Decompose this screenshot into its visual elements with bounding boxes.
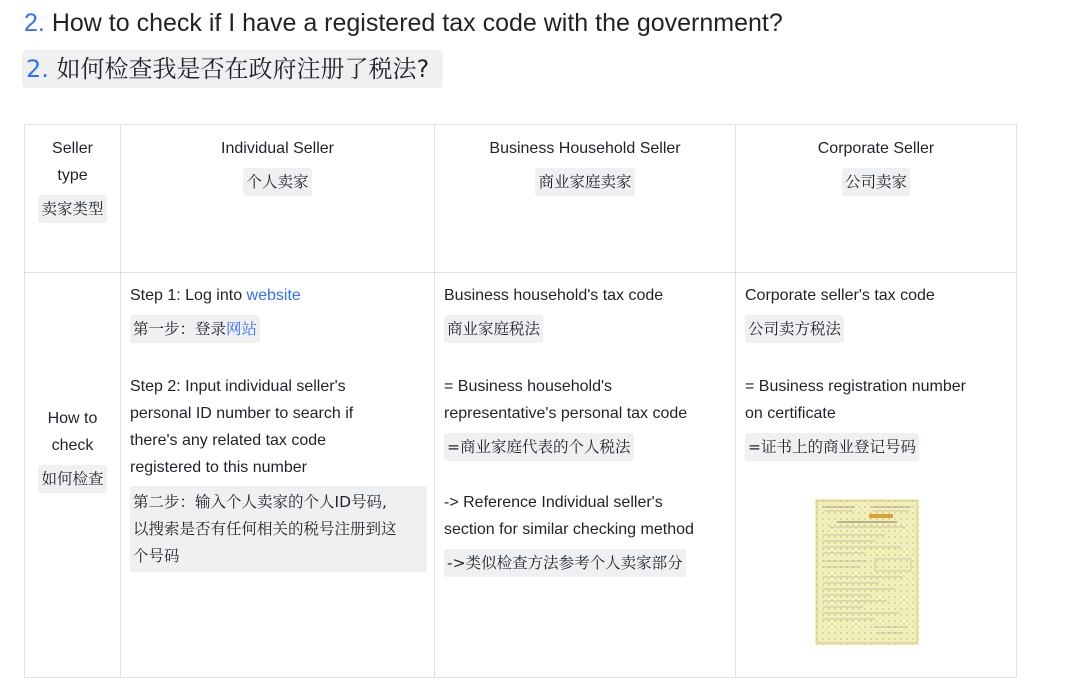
corporate-equation-line: = Business registration number <box>745 378 966 395</box>
step2-line: registered to this number <box>130 459 307 476</box>
heading-english <box>24 6 783 40</box>
household-seller-title-zh: 商业家庭卖家 <box>535 168 634 196</box>
how-to-check-label-zh: 如何检查 <box>38 465 106 493</box>
seller-type-row <box>25 125 1017 273</box>
household-tax-code-title-zh: 商业家庭税法 <box>444 315 543 343</box>
seller-type-header-cell <box>25 125 121 273</box>
certificate-image-wrapper <box>745 461 1006 654</box>
heading-text: How to check if I have a registered tax code with the government? <box>51 9 783 37</box>
household-check-cell <box>435 273 736 678</box>
heading-zh-number: 2. <box>26 55 49 83</box>
household-reference <box>444 489 725 543</box>
household-reference-zh: ->类似检查方法参考个人卖家部分 <box>444 549 686 577</box>
corporate-tax-code-title-zh: 公司卖方税法 <box>745 315 844 343</box>
seller-type-label-line1: Seller <box>52 140 93 157</box>
step1-zh-prefix: 第一步：登录 <box>133 320 227 338</box>
column-header-household <box>435 125 736 273</box>
how-to-check-label-line1: How to <box>47 410 98 427</box>
how-to-check-header-cell <box>25 273 121 678</box>
seller-type-label-zh: 卖家类型 <box>38 195 106 223</box>
website-link-zh[interactable]: 网站 <box>226 320 258 338</box>
heading-zh-text: 如何检查我是否在政府注册了税法? <box>56 55 430 83</box>
step2-line: personal ID number to search if <box>130 405 354 422</box>
business-registration-certificate-image <box>815 499 919 645</box>
step2-zh-line: 个号码 <box>133 547 180 565</box>
website-link[interactable]: website <box>246 287 301 304</box>
step1-text-zh <box>130 315 260 343</box>
household-tax-code-title: Business household's tax code <box>444 287 664 304</box>
household-reference-line: -> Reference Individual seller's <box>444 494 663 511</box>
column-header-corporate <box>736 125 1017 273</box>
column-header-individual <box>121 125 435 273</box>
step1-prefix: Step 1: Log into <box>130 287 247 304</box>
corporate-equation-zh: =证书上的商业登记号码 <box>745 433 919 461</box>
household-equation-line: representative's personal tax code <box>444 405 688 422</box>
household-equation-line: = Business household's <box>444 378 613 395</box>
corporate-equation-line: on certificate <box>745 405 836 422</box>
household-equation-zh: =商业家庭代表的个人税法 <box>444 433 634 461</box>
individual-seller-title: Individual Seller <box>221 140 334 157</box>
step2-text-zh <box>130 486 427 572</box>
corporate-check-cell <box>736 273 1017 678</box>
tax-code-table <box>24 124 1017 678</box>
household-reference-line: section for similar checking method <box>444 521 694 538</box>
household-seller-title: Business Household Seller <box>489 140 681 157</box>
heading-number: 2. <box>24 9 45 37</box>
corporate-seller-title: Corporate Seller <box>817 140 935 157</box>
step2-zh-line: 以搜索是否有任何相关的税号注册到这 <box>133 520 397 538</box>
how-to-check-label-line2: check <box>51 437 94 454</box>
seller-type-label-line2: type <box>57 167 88 184</box>
corporate-seller-title-zh: 公司卖家 <box>842 168 910 196</box>
how-to-check-row <box>25 273 1017 678</box>
individual-check-cell <box>121 273 435 678</box>
heading-chinese <box>22 50 443 88</box>
step2-zh-line: 第二步：输入个人卖家的个人ID号码, <box>133 493 387 511</box>
step2-line: Step 2: Input individual seller's <box>130 378 346 395</box>
household-equation <box>444 373 725 427</box>
corporate-tax-code-title: Corporate seller's tax code <box>745 287 935 304</box>
corporate-equation <box>745 373 1006 427</box>
step2-text <box>130 373 424 481</box>
step1-text <box>130 282 424 309</box>
step2-line: there's any related tax code <box>130 432 327 449</box>
individual-seller-title-zh: 个人卖家 <box>243 168 311 196</box>
